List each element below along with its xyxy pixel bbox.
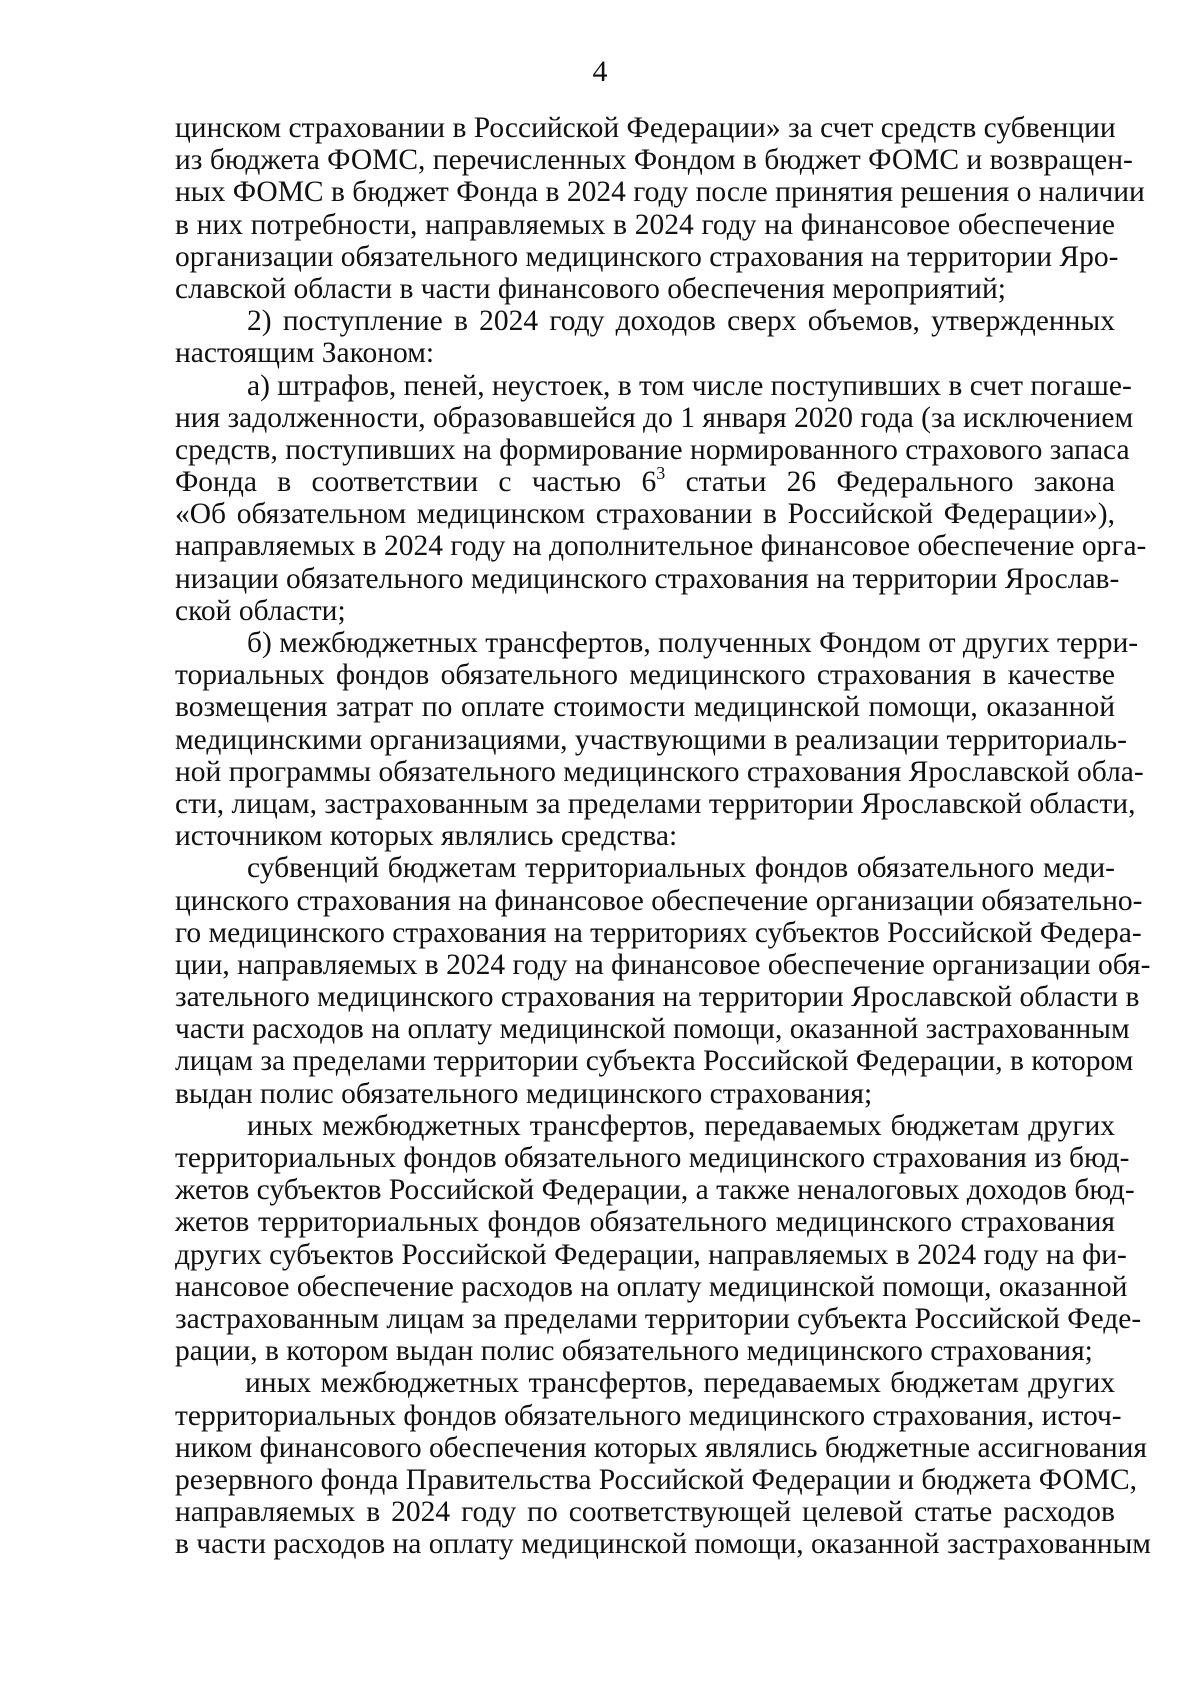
text-line: жетов территориальных фондов обязательного медицинского страхования bbox=[175, 1206, 1115, 1239]
text-line: лицам за пределами территории субъекта Российской Федерации, в котором bbox=[175, 1045, 1134, 1078]
text-line: других субъектов Российской Федерации, направляемых в 2024 году на фи- bbox=[175, 1238, 1127, 1271]
text-line: низации обязательного медицинского страхования на территории Ярослав- bbox=[175, 562, 1120, 595]
text-line: застрахованным лицам за пределами территории субъекта Российской Феде- bbox=[175, 1302, 1142, 1335]
text-line: цинского страхования на финансовое обеспечение организации обязательно- bbox=[175, 884, 1143, 917]
text-line: ской области; bbox=[175, 594, 346, 627]
text-line: иных межбюджетных трансфертов, передаваемых бюджетам других bbox=[245, 1367, 1115, 1400]
text-line: субвенций бюджетам территориальных фондов обязательного меди- bbox=[247, 852, 1115, 885]
text-line: в них потребности, направляемых в 2024 году на финансовое обеспечение bbox=[175, 208, 1115, 241]
text-line: медицинскими организациями, участвующими в реализации территориаль- bbox=[175, 723, 1127, 756]
page-number: 4 bbox=[592, 55, 608, 88]
text-line: го медицинского страхования на территориях субъектов Российской Федера- bbox=[175, 916, 1142, 949]
text-line: ния задолженности, образовавшейся до 1 января 2020 года (за исключением bbox=[175, 401, 1134, 434]
text-line: зательного медицинского страхования на территории Ярославской области в bbox=[175, 981, 1140, 1014]
text-line: жетов субъектов Российской Федерации, а также неналоговых доходов бюд- bbox=[175, 1174, 1135, 1207]
text-line: а) штрафов, пеней, неустоек, в том числе поступивших в счет погаше- bbox=[247, 369, 1132, 402]
text-line: «Об обязательном медицинском страховании в Российской Федерации»), bbox=[175, 498, 1115, 531]
text-line: возмещения затрат по оплате стоимости медицинской помощи, оказанной bbox=[175, 691, 1115, 724]
text-line: направляемых в 2024 году на дополнительное финансовое обеспечение орга- bbox=[175, 530, 1147, 563]
text-line: ториальных фондов обязательного медицинского страхования в качестве bbox=[175, 659, 1115, 692]
text-line: настоящим Законом: bbox=[175, 337, 435, 370]
text-line: славской области в части финансового обеспечения мероприятий; bbox=[175, 272, 1006, 305]
text-line: из бюджета ФОМС, перечисленных Фондом в бюджет ФОМС и возвращен- bbox=[175, 144, 1133, 177]
text-line: иных межбюджетных трансфертов, передаваемых бюджетам других bbox=[247, 1109, 1115, 1142]
document-body bbox=[175, 112, 1151, 1561]
text-line: рации, в котором выдан полис обязательного медицинского страхования; bbox=[175, 1335, 1093, 1368]
superscript: 3 bbox=[656, 463, 666, 484]
text-line: резервного фонда Правительства Российской Федерации и бюджета ФОМС, bbox=[175, 1463, 1138, 1496]
text-line: ной программы обязательного медицинского страхования Ярославской обла- bbox=[175, 755, 1144, 788]
text-line: ных ФОМС в бюджет Фонда в 2024 году после принятия решения о наличии bbox=[175, 176, 1145, 209]
text-line: 2) поступление в 2024 году доходов сверх объемов, утвержденных bbox=[247, 305, 1115, 338]
text-fragment: статьи 26 Федерального закона bbox=[685, 466, 1115, 499]
text-line: части расходов на оплату медицинской помощи, оказанной застрахованным bbox=[175, 1013, 1130, 1046]
text-line-with-superscript bbox=[175, 463, 1115, 499]
text-line: средств, поступивших на формирование нормированного страхового запаса bbox=[175, 433, 1130, 466]
text-line: территориальных фондов обязательного медицинского страхования из бюд- bbox=[175, 1142, 1130, 1174]
text-line: направляемых в 2024 году по соответствующей целевой статье расходов bbox=[175, 1496, 1115, 1529]
text-line: нансовое обеспечение расходов на оплату медицинской помощи, оказанной bbox=[175, 1270, 1128, 1303]
text-line: организации обязательного медицинского страхования на территории Яро- bbox=[175, 240, 1119, 273]
text-line: сти, лицам, застрахованным за пределами территории Ярославской области, bbox=[175, 787, 1136, 820]
text-line: ником финансового обеспечения которых являлись бюджетные ассигнования bbox=[175, 1431, 1147, 1464]
text-line: цинском страховании в Российской Федерации» за счет средств субвенции bbox=[175, 112, 1116, 144]
text-line: территориальных фондов обязательного медицинского страхования, источ- bbox=[175, 1399, 1122, 1432]
text-line: в части расходов на оплату медицинской помощи, оказанной застрахованным bbox=[175, 1528, 1151, 1561]
text-fragment: Фонда в соответствии с частью 6 bbox=[175, 466, 657, 499]
text-line: выдан полис обязательного медицинского страхования; bbox=[175, 1077, 873, 1110]
text-line: б) межбюджетных трансфертов, полученных Фондом от других терри- bbox=[247, 627, 1139, 659]
text-line: ции, направляемых в 2024 году на финансовое обеспечение организации обя- bbox=[175, 948, 1151, 981]
text-line: источником которых являлись средства: bbox=[175, 820, 678, 853]
